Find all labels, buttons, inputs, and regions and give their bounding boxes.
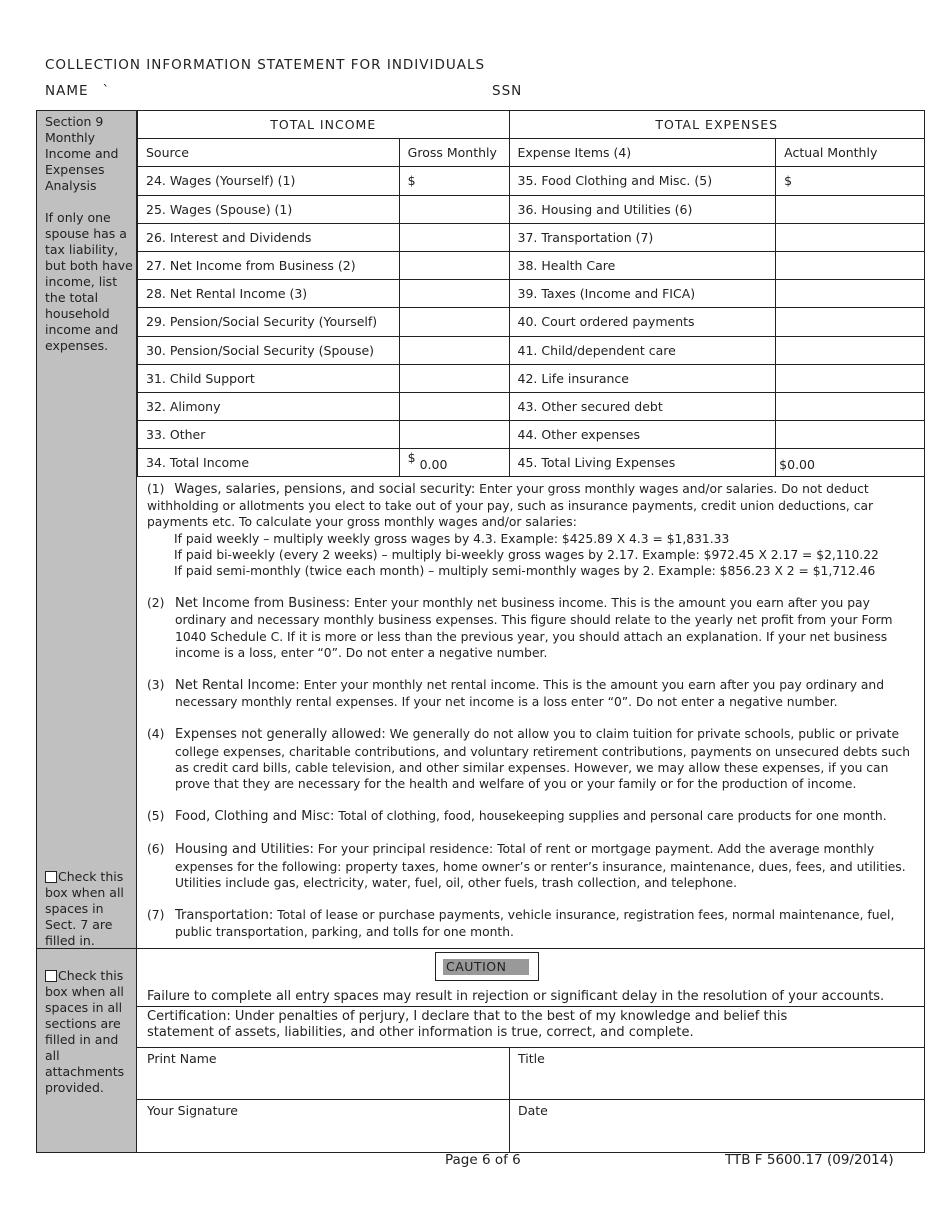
note-4-term: Expenses not generally allowed: bbox=[175, 727, 386, 743]
caution-box bbox=[435, 952, 539, 981]
gross-monthly-field[interactable] bbox=[399, 308, 509, 336]
total-expense-cell[interactable] bbox=[776, 449, 925, 477]
note-2: (2) Net Income from Business: Enter your monthly net business income. This is the amount you earn after you pay ordinary and necessary monthly business expenses. This figure should relate to the yearly net profit from your Form 1040 Schedule C. If it is more or less than the previous year, you should attach an explanation. If your net business income is a loss, enter “0”. Do not enter a negative number. bbox=[147, 596, 893, 660]
table-row bbox=[138, 195, 925, 223]
total-expense-label: 45. Total Living Expenses bbox=[509, 449, 776, 477]
total-income-cell[interactable] bbox=[399, 449, 509, 477]
title-field[interactable] bbox=[510, 1048, 924, 1098]
form-title: COLLECTION INFORMATION STATEMENT FOR INDIVIDUALS bbox=[45, 57, 486, 73]
note-1-weekly: If paid weekly – multiply weekly gross wages by 4.3. Example: $425.89 X 4.3 = $1,831.33 bbox=[174, 531, 730, 546]
note-7-term: Transportation: bbox=[175, 908, 274, 924]
sect7-checkbox[interactable] bbox=[45, 871, 57, 883]
name-label: NAME ` bbox=[45, 83, 111, 99]
note-5-text: Total of clothing, food, housekeeping supplies and personal care products for one month. bbox=[338, 809, 887, 824]
total-income-value: 0.00 bbox=[419, 457, 448, 473]
table-row bbox=[138, 392, 925, 420]
gross-monthly-field[interactable] bbox=[399, 195, 509, 223]
actual-monthly-field[interactable] bbox=[776, 364, 925, 392]
note-6: (6) Housing and Utilities: For your principal residence: Total of rent or mortgage payment. Add the average monthly expenses for the following: property taxes, home owner’s or renter’s insurance, maintenance, dues, fees, and utilities. Utilities include gas, electricity, water, fuel, oil, other fuels, trash collection, and telephone. bbox=[147, 842, 906, 890]
expense-label: 40. Court ordered payments bbox=[509, 308, 776, 336]
expense-label: 39. Taxes (Income and FICA) bbox=[509, 280, 776, 308]
form-id: TTB F 5600.17 (09/2014) bbox=[725, 1152, 894, 1168]
certification-statement: Certification: Under penalties of perjury, I declare that to the best of my knowledge and belief this statement of assets, liabilities, and other information is true, correct, and complete. bbox=[147, 1009, 788, 1040]
actual-monthly-field[interactable] bbox=[776, 223, 925, 251]
actual-monthly-field[interactable] bbox=[776, 392, 925, 420]
page-number: Page 6 of 6 bbox=[445, 1152, 521, 1168]
ssn-label: SSN bbox=[492, 83, 523, 99]
income-expense-table bbox=[137, 110, 925, 477]
table-row bbox=[138, 280, 925, 308]
expense-label: 36. Housing and Utilities (6) bbox=[509, 195, 776, 223]
expense-label: 37. Transportation (7) bbox=[509, 223, 776, 251]
note-7-text: Total of lease or purchase payments, vehicle insurance, registration fees, normal maintenance, fuel, public transportation, parking, and tolls for one month. bbox=[175, 908, 895, 940]
income-label: 27. Net Income from Business (2) bbox=[138, 251, 400, 279]
col-gross-monthly: Gross Monthly bbox=[399, 139, 509, 167]
date-field[interactable] bbox=[510, 1100, 924, 1151]
table-row bbox=[138, 167, 925, 195]
gross-monthly-field[interactable] bbox=[399, 421, 509, 449]
expense-label: 43. Other secured debt bbox=[509, 392, 776, 420]
expense-label: 38. Health Care bbox=[509, 251, 776, 279]
income-label: 31. Child Support bbox=[138, 364, 400, 392]
col-expense-items: Expense Items (4) bbox=[509, 139, 776, 167]
income-label: 30. Pension/Social Security (Spouse) bbox=[138, 336, 400, 364]
table-row bbox=[138, 251, 925, 279]
expense-label: 41. Child/dependent care bbox=[509, 336, 776, 364]
gross-monthly-field[interactable] bbox=[399, 392, 509, 420]
sect7-check-label: Check this box when all spaces in Sect. 7 are filled in. bbox=[45, 869, 124, 948]
table-row bbox=[138, 364, 925, 392]
note-4: (4) Expenses not generally allowed: We generally do not allow you to claim tuition for private schools, public or private college expenses, charitable contributions, and voluntary retirement contributions, payments on unsecured debts such as credit card bills, cable television, and other similar expenses. However, we may allow these expenses, if you can prove that they are necessary for the health and welfare of you or your family or for the production of income. bbox=[147, 727, 911, 792]
total-income-heading: TOTAL INCOME bbox=[138, 111, 510, 139]
income-label: 24. Wages (Yourself) (1) bbox=[138, 167, 400, 195]
total-income-dollar: $ bbox=[407, 450, 416, 466]
col-actual-monthly: Actual Monthly bbox=[776, 139, 925, 167]
income-label: 32. Alimony bbox=[138, 392, 400, 420]
actual-monthly-field[interactable] bbox=[776, 421, 925, 449]
gross-monthly-field[interactable] bbox=[399, 223, 509, 251]
income-label: 29. Pension/Social Security (Yourself) bbox=[138, 308, 400, 336]
name-field[interactable]: ` bbox=[102, 83, 111, 99]
gross-monthly-field[interactable] bbox=[399, 336, 509, 364]
actual-monthly-field[interactable] bbox=[776, 251, 925, 279]
print-name-label: Print Name bbox=[147, 1051, 217, 1066]
note-6-term: Housing and Utilities: bbox=[175, 842, 314, 858]
table-row bbox=[138, 223, 925, 251]
total-expense-value: $0.00 bbox=[779, 457, 815, 473]
caution-label: CAUTION bbox=[443, 959, 529, 975]
sidebar-instruction: If only one spouse has a tax liability, but both have income, list the total household income and expenses. bbox=[45, 210, 133, 353]
instructions-notes bbox=[147, 481, 912, 956]
income-label: 25. Wages (Spouse) (1) bbox=[138, 195, 400, 223]
gross-monthly-field[interactable] bbox=[399, 280, 509, 308]
note-2-term: Net Income from Business: bbox=[175, 596, 351, 612]
actual-monthly-field[interactable] bbox=[776, 195, 925, 223]
signature-field[interactable] bbox=[138, 1100, 508, 1151]
note-2-text: Enter your monthly net business income. This is the amount you earn after you pay ordinary and necessary monthly business expenses. This figure should relate to the yearly net profit from your Form 1040 Schedule C. If it is more or less than the previous year, you should attach an explanation. If your net business income is a loss, enter “0”. Do not enter a negative number. bbox=[175, 596, 893, 660]
actual-monthly-field[interactable] bbox=[776, 308, 925, 336]
note-1: (1) Wages, salaries, pensions, and social security: Enter your gross monthly wages and/or salaries. Do not deduct withholding or allotments you elect to take out of your pay, such as insurance payments, credit union deductions, car payments etc. To calculate your gross monthly wages and/or salaries: If paid weekly – multiply weekly gross wages by 4.3. Example: $425.89 X 4.3 = $1,831.33 If paid bi-weekly (every 2 weeks) – multiply bi-weekly gross wages by 2.17. Example: $972.45 X 2.17 = $2,110.22 If paid semi-monthly (twice each month) – multiply semi-monthly wages by 2. Example: $856.23 X 2 = $1,712.46 bbox=[147, 481, 912, 579]
gross-monthly-field[interactable] bbox=[399, 251, 509, 279]
actual-monthly-field[interactable] bbox=[776, 280, 925, 308]
note-1-semimonthly: If paid semi-monthly (twice each month) – multiply semi-monthly wages by 2. Example: $856.23 X 2 = $1,712.46 bbox=[174, 564, 876, 579]
failure-warning: Failure to complete all entry spaces may result in rejection or significant delay in the resolution of your accounts. bbox=[147, 989, 885, 1004]
expense-label: 42. Life insurance bbox=[509, 364, 776, 392]
note-1-term: Wages, salaries, pensions, and social security: bbox=[174, 482, 476, 497]
all-sections-check-label: Check this box when all spaces in all sections are filled in and all attachments provided. bbox=[45, 968, 125, 1095]
note-6-text: For your principal residence: Total of rent or mortgage payment. Add the average monthly expenses for the following: property taxes, home owner’s or renter’s insurance, maintenance, dues, fees, and utilities. Utilities include gas, electricity, water, fuel, oil, other fuels, trash collection, and telephone. bbox=[175, 842, 906, 890]
divider bbox=[137, 1006, 925, 1007]
note-3: (3) Net Rental Income: Enter your monthly net rental income. This is the amount you earn after you pay ordinary and necessary monthly rental expenses. If your net income is a loss enter “0”. Do not enter a negative number. bbox=[147, 678, 885, 710]
date-label: Date bbox=[518, 1103, 548, 1118]
gross-monthly-field[interactable] bbox=[399, 364, 509, 392]
note-5-term: Food, Clothing and Misc: bbox=[175, 809, 335, 825]
expense-label: 44. Other expenses bbox=[509, 421, 776, 449]
certification-sidebar bbox=[36, 949, 137, 1153]
note-7: (7) Transportation: Total of lease or purchase payments, vehicle insurance, registration fees, normal maintenance, fuel, public transportation, parking, and tolls for one month. bbox=[147, 908, 895, 940]
col-source: Source bbox=[138, 139, 400, 167]
table-row bbox=[138, 308, 925, 336]
expense-label: 35. Food Clothing and Misc. (5) bbox=[509, 167, 776, 195]
income-label: 33. Other bbox=[138, 421, 400, 449]
total-income-label: 34. Total Income bbox=[138, 449, 400, 477]
income-label: 26. Interest and Dividends bbox=[138, 223, 400, 251]
signature-label: Your Signature bbox=[147, 1103, 238, 1118]
gross-monthly-field[interactable]: $ bbox=[399, 167, 509, 195]
note-5: (5) Food, Clothing and Misc: Total of clothing, food, housekeeping supplies and personal care products for one month. bbox=[147, 809, 887, 825]
income-label: 28. Net Rental Income (3) bbox=[138, 280, 400, 308]
note-3-term: Net Rental Income: bbox=[175, 678, 300, 694]
table-row bbox=[138, 336, 925, 364]
section-heading: Section 9 Monthly Income and Expenses Analysis bbox=[45, 114, 119, 193]
table-row bbox=[138, 421, 925, 449]
section-9-sidebar bbox=[36, 110, 137, 949]
actual-monthly-field[interactable]: $ bbox=[776, 167, 925, 195]
note-1-biweekly: If paid bi-weekly (every 2 weeks) – multiply bi-weekly gross wages by 2.17. Example: $972.45 X 2.17 = $2,110.22 bbox=[174, 547, 879, 562]
all-sections-checkbox[interactable] bbox=[45, 970, 57, 982]
note-3-text: Enter your monthly net rental income. This is the amount you earn after you pay ordinary and necessary monthly rental expenses. If your net income is a loss enter “0”. Do not enter a negative number. bbox=[175, 678, 885, 710]
actual-monthly-field[interactable] bbox=[776, 336, 925, 364]
note-4-text: We generally do not allow you to claim tuition for private schools, public or private college expenses, charitable contributions, and voluntary retirement contributions, payments on unsecured debts such as credit card bills, cable television, and other similar expenses. However, we may allow these expenses, if you can prove that they are necessary for the health and welfare of you or your family or for the production of income. bbox=[175, 727, 911, 792]
title-label: Title bbox=[518, 1051, 545, 1066]
note-1-text: Enter your gross monthly wages and/or salaries. Do not deduct withholding or allotments you elect to take out of your pay, such as insurance payments, credit union deductions, car payments etc. To calculate your gross monthly wages and/or salaries: bbox=[147, 482, 874, 530]
total-expenses-heading: TOTAL EXPENSES bbox=[509, 111, 924, 139]
print-name-field[interactable] bbox=[138, 1048, 508, 1098]
